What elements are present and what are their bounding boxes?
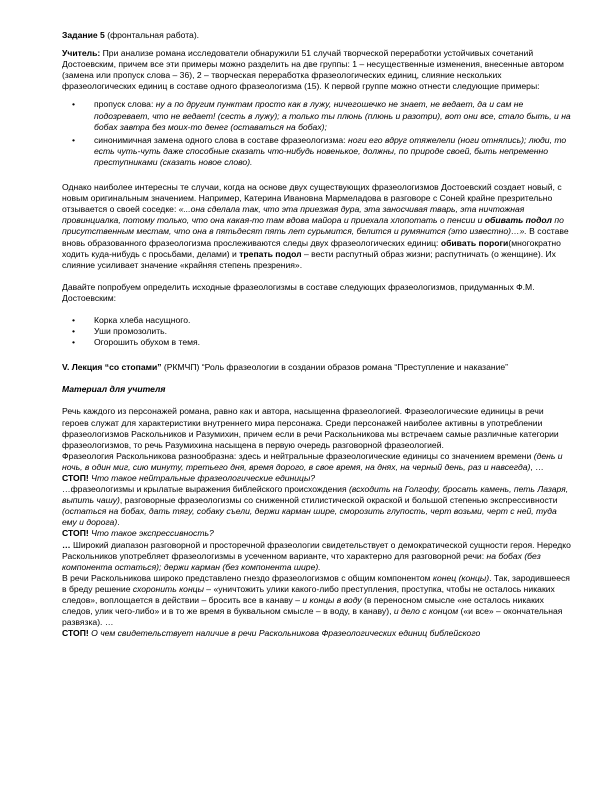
new-phraseology-paragraph bbox=[62, 182, 572, 271]
bullet-lead: пропуск слова: bbox=[94, 99, 156, 110]
stop-question bbox=[62, 528, 572, 539]
lecture-subtitle: (РКМЧП) “Роль фразеологии в создании образов романа “Преступление и наказание” bbox=[161, 362, 509, 373]
lecture-paragraph: Речь каждого из персонажей романа, равно как и автора, насыщенна фразеологией. Фразеологические единицы в речи героев служат для характеристики внутреннего мира персонажа. Среди персонажей наиболее активны в употреблении фразеологизмов Раскольников и Разумихин, причем если в речи Раскольникова мы встречаем самые различные категории фразеологизмов, то речь Разумихина насыщена в первую очередь разговорной фразеологией. bbox=[62, 406, 559, 450]
task5-title: Задание 5 bbox=[62, 30, 105, 40]
teacher-paragraph bbox=[62, 48, 572, 92]
exercise-prompt: Давайте попробуем определить исходные фразеологизмы в составе следующих фразеологизмов, придуманных Ф.М. Достоевским: bbox=[62, 281, 535, 303]
bold-phrase: обивать пороги bbox=[440, 237, 509, 248]
quote-text: по присутственным местам, что она в пятьдесят пять лет сурьмится, белится и румянится (это известно)…». bbox=[62, 215, 564, 237]
bullet-example: ну а по другим пунктам просто как в лужу, ничегошечко не знает, не ведает, да и сам не подозревает, что не ведает! (сесть в лужу); а только ты плюнь (плюнь и разотри), вот они все, стало быть, и на бобах завтра без моих-то денег (оставаться на бобах); bbox=[94, 99, 571, 132]
list-item bbox=[62, 99, 572, 132]
paragraph-text: (в переносном смысле «не осталось никаких следов, улик чего-либо» и в то же время в буквальном смысле – в воду, в канаву), bbox=[62, 595, 544, 617]
paragraph-text: (многократно ходить куда-нибудь с просьбами, делами) и bbox=[62, 237, 561, 259]
bullet-example: ноги его вдруг отяжелели (ноги отнялись); люди, то есть чуть-чуть даже способные сказать что-нибудь новенькое, должны, по природе своей, быть непременно преступниками (сказать новое слово). bbox=[94, 134, 567, 167]
lecture-paragraph bbox=[62, 540, 572, 573]
stop-label: СТОП! bbox=[62, 473, 89, 483]
paragraph-text: – вести распутный образ жизни; распутничать (о женщине). Их слияние усиливает значение «крайняя степень презрения». bbox=[62, 248, 556, 270]
exercise-list bbox=[62, 315, 572, 348]
task5-title-rest: (фронтальная работа). bbox=[104, 30, 200, 40]
stop-question bbox=[62, 628, 572, 639]
italic-phrase: конец (концы) bbox=[432, 572, 490, 583]
italic-examples: на бобах (без компонента остаться); держи карман (без компонента шире). bbox=[62, 550, 541, 572]
italic-phrase: и концы в воду bbox=[302, 595, 362, 606]
italic-examples: (остаться на бобах, дать тягу, собаку съели, держи карман шире, сморозить глупость, черт возьми, черт с ней, туда ему и дорога) bbox=[62, 506, 557, 528]
task5-heading bbox=[62, 30, 572, 41]
italic-phrase: схоронить концы bbox=[132, 583, 204, 594]
ellipsis: … bbox=[62, 539, 71, 550]
paragraph-text: Фразеология Раскольникова разнообразна: здесь и нейтральные фразеологические единицы со значением времени bbox=[62, 450, 534, 461]
stop-question-text: Что такое нейтральные фразеологические единицы? bbox=[88, 473, 316, 483]
italic-examples: (всходить на Голгофу, бросать камень, петь Лазаря, выпить чашу) bbox=[62, 484, 569, 506]
lecture-heading bbox=[62, 362, 572, 373]
bullet-lead: синонимичная замена одного слова в составе фразеологизма: bbox=[94, 134, 348, 145]
lecture-paragraph bbox=[62, 484, 572, 528]
examples-list bbox=[62, 99, 572, 168]
paragraph-text: …фразеологизмы и крылатые выражения библейского происхождения bbox=[62, 484, 350, 495]
stop-question bbox=[62, 473, 572, 484]
paragraph-text: В составе вновь образованного фразеологизма прослеживаются следы двух фразеологических единиц: bbox=[62, 226, 569, 248]
stop-label: СТОП! bbox=[62, 528, 89, 539]
stop-question-text: О чем свидетельствует наличие в речи Раскольникова Фразеологических единиц библейского bbox=[88, 628, 481, 639]
quote-bold-phrase: обивать подол bbox=[484, 215, 552, 226]
bold-phrase: трепать подол bbox=[239, 248, 302, 259]
paragraph-text: Широкий диапазон разговорной и просторечной фразеологии свидетельствует о демократической сущности героя. Нередко Раскольников употребляет фразеологизмы в усеченном варианте, что характерно для разговорной речи: bbox=[62, 539, 571, 561]
paragraph-text: («и все» – окончательная развязка). … bbox=[62, 606, 563, 628]
teacher-label: Учитель: bbox=[62, 48, 101, 59]
italic-phrase: и дело с концом bbox=[393, 606, 459, 617]
list-item: • Корка хлеба насущного. bbox=[62, 315, 572, 326]
paragraph-text: – «уничтожить улики какого-либо преступления, проступка, чтобы не осталось никаких следов», воплощается в действии – бросить все в канаву – bbox=[62, 583, 555, 606]
list-item: • Уши промозолить. bbox=[62, 326, 572, 337]
paragraph-text: . bbox=[117, 517, 120, 528]
stop-question-text: Что такое экспрессивность? bbox=[88, 528, 214, 539]
paragraph-text: , … bbox=[530, 461, 544, 472]
paragraph-text: , разговорные фразеологизмы со сниженной стилистической окраской и большой степенью экспрессивности bbox=[119, 495, 558, 506]
list-item bbox=[62, 135, 572, 168]
italic-examples: (день и ночь, в один миг, сию минуту, третьего дня, время дорого, в свое время, на днях, на черный день, раз и навсегда) bbox=[62, 450, 563, 472]
paragraph-text: Однако наиболее интересны те случаи, когда на основе двух существующих фразеологизмов Достоевский создает новый, с новым оригинальным значением. Например, Катерина Ивановна Мармеладова в разговоре с Соней крайне презрительно отзывается о своей соседке: bbox=[62, 182, 562, 215]
lecture-title: V. Лекция “со стопами” bbox=[62, 362, 162, 373]
paragraph-text: В речи Раскольникова широко представлено гнездо фразеологизмов с общим компонентом bbox=[62, 572, 433, 583]
list-item: • Огорошить обухом в темя. bbox=[62, 337, 572, 348]
paragraph-text: . Так, зародившееся в бреду решение bbox=[62, 572, 570, 594]
lecture-paragraph bbox=[62, 451, 572, 473]
lecture-paragraph bbox=[62, 573, 572, 628]
material-heading: Материал для учителя bbox=[62, 384, 166, 395]
quote-text: «...она сделала так, что эта приезжая дура, эта заносчивая тварь, эта ничтожная провинциалка, потому только, что она какая-то там вдова майора и приехала хлопотать о пенсии и bbox=[62, 204, 525, 226]
stop-label: СТОП! bbox=[62, 628, 89, 639]
teacher-text: При анализе романа исследователи обнаружили 51 случай творческой переработки устойчивых сочетаний Достоевским, причем все эти примеры можно разделить на две группы: 1 – несущественные изменения, внесенные автором (замена или пропуск слова – 36), 2 – творческая переработка фразеологических единиц, слияние нескольких фразеологических единиц в составе одного фразеологизма (15). К первой группе можно отнести следующие примеры: bbox=[62, 48, 564, 92]
